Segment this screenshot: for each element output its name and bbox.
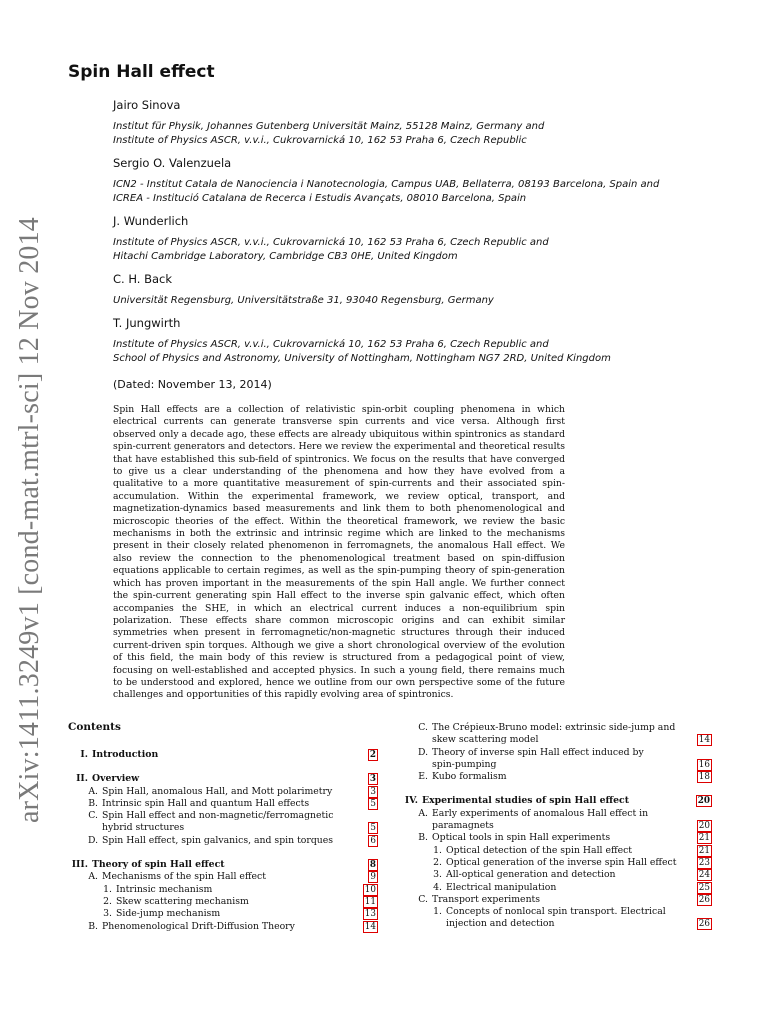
toc-page-number: 13 [364, 909, 376, 920]
toc-entry-title: Side-jump mechanism [116, 908, 221, 920]
toc-entry[interactable] [68, 859, 378, 871]
arxiv-stamp [10, 217, 50, 823]
toc-page-link[interactable] [697, 882, 712, 894]
toc-page-number: 5 [370, 798, 376, 809]
toc-entry[interactable] [398, 869, 712, 881]
toc-gap [68, 761, 378, 773]
abstract: Spin Hall effects are a collection of relativistic spin-orbit coupling phenomena in which electrical currents can generate transverse spin currents and vice versa. Although first observed only a decade ago, these effects are already ubiquitous within spintronics as standard spin-current generators and detectors. Here we review the experimental and theoretical results that have established this sub-field of spintronics. We focus on the results that have converged to give us a clear understanding of the phenomena and how they have evolved from a qualitative to a more quantitative measurement of spin-currents and their associated spin-accumulation. Within the experimental framework, we review optical, transport, and magnetization-dynamics based measurements and link them to both phenomenological and microscopic theories of the effect. Within the theoretical framework, we review the basic mechanisms in both the extrinsic and intrinsic regime which are linked to the mechanisms present in their closely related phenomenon in ferromagnets, the anomalous Hall effect. We also review the connection to the phenomenological treatment based on spin-diffusion equations applicable to certain regimes, as well as the spin-pumping theory of spin-generation which has proven important in the measurements of the spin Hall angle. We further connect the spin-current generating spin Hall effect to the inverse spin galvanic effect, which often accompanies the SHE, in which an electrical current induces a non-equilibrium spin polarization. These effects share common microscopic origins and can exhibit similar symmetries when present in ferromagnetic/non-magnetic structures through their induced current-driven spin torques. Although we give a short chronological overview of the evolution of this field, the main body of this review is structured from a pedagogical point of view, focusing on well-established and accepted physics. In such a young field, there remains much to be understood and explored, hence we outline from our own perspective some of the future challenges and opportunities of this rapidly evolving area of spintronics. [113, 404, 565, 701]
toc-page-link[interactable] [697, 869, 712, 881]
toc-entry-title: Early experiments of anomalous Hall effect in [432, 807, 649, 819]
toc-entry[interactable] [68, 884, 378, 896]
toc-entry-title: Theory of inverse spin Hall effect induced by [432, 746, 644, 758]
toc-entry-number: III. [71, 859, 88, 871]
toc-page-link[interactable] [697, 918, 712, 930]
toc-page-link[interactable] [697, 857, 712, 869]
toc-entry[interactable] [398, 771, 712, 783]
toc-entry-number: D. [418, 746, 429, 758]
toc-entry[interactable] [68, 896, 378, 908]
toc-entry-number: 1. [103, 883, 112, 895]
toc-entry-title: hybrid structures [102, 822, 185, 834]
toc-entry-number: A. [88, 871, 98, 883]
toc-entry-title: Optical generation of the inverse spin Hall effect [446, 856, 677, 868]
toc-entry[interactable] [68, 798, 378, 810]
toc-entry-title: Intrinsic mechanism [116, 883, 213, 895]
toc-entry-title: Optical detection of the spin Hall effect [446, 844, 633, 856]
toc-entry[interactable] [68, 786, 378, 798]
toc-page-number: 20 [697, 796, 710, 807]
toc-entry[interactable] [68, 773, 378, 785]
toc-entry-title: Phenomenological Drift-Diffusion Theory [102, 920, 295, 932]
author-name: C. H. Back [113, 272, 173, 286]
toc-entry-title: Introduction [92, 749, 159, 760]
toc-page-link[interactable] [697, 759, 712, 771]
toc-entry[interactable] [398, 795, 712, 807]
toc-page-link[interactable] [368, 773, 378, 785]
toc-entry-number: 1. [433, 906, 442, 918]
toc-page-link[interactable] [363, 921, 378, 933]
toc-gap [398, 783, 712, 795]
toc-page-link[interactable] [363, 908, 378, 920]
toc-entry-title: Skew scattering mechanism [116, 895, 249, 907]
toc-page-number: 20 [698, 821, 710, 832]
toc-entry-number: A. [88, 785, 98, 797]
toc-entry[interactable] [68, 921, 378, 933]
toc-entry[interactable] [68, 810, 378, 835]
toc-entry-number: D. [88, 834, 99, 846]
toc-entry-title: Transport experiments [432, 893, 541, 905]
author-affiliation: Universität Regensburg, Universitätstraße 31, 93040 Regensburg, Germany [113, 295, 494, 306]
toc-entry-number: B. [88, 797, 98, 809]
author-affiliation: Institut für Physik, Johannes Gutenberg Universität Mainz, 55128 Mainz, Germany and [113, 121, 545, 132]
author-affiliation: ICN2 - Institut Catala de Nanociencia i Nanotecnologia, Campus UAB, Bellaterra, 08193 Barcelona, Spain and [113, 179, 660, 190]
toc-page-link[interactable] [697, 771, 712, 783]
toc-page-number: 3 [370, 786, 376, 797]
toc-entry-number: C. [88, 810, 98, 822]
author-name: Jairo Sinova [113, 98, 181, 112]
toc-page-link[interactable] [697, 832, 712, 844]
toc-entry-number: E. [418, 771, 428, 783]
toc-page-number: 2 [369, 750, 376, 760]
toc-entry[interactable] [398, 845, 712, 857]
toc-entry-title: Concepts of nonlocal spin transport. Electrical [446, 906, 666, 918]
toc-page-number: 21 [698, 845, 710, 856]
author-affiliation: Institute of Physics ASCR, v.v.i., Cukrovarnická 10, 162 53 Praha 6, Czech Republic and [113, 339, 549, 350]
toc-entry-title: paramagnets [432, 820, 494, 832]
toc-page-link[interactable] [696, 795, 712, 807]
toc-entry-number: IV. [404, 795, 418, 807]
dated-line: (Dated: November 13, 2014) [113, 378, 272, 391]
toc-page-number: 14 [364, 921, 376, 932]
toc-page-link[interactable] [368, 786, 378, 798]
toc-page-number: 26 [698, 919, 710, 930]
toc-page-number: 5 [370, 823, 376, 834]
toc-entry-title: Optical tools in spin Hall experiments [432, 832, 611, 844]
toc-entry[interactable] [398, 906, 712, 931]
toc-page-number: 9 [370, 872, 376, 883]
toc-entry-number: 3. [103, 908, 112, 920]
toc-entry[interactable] [68, 908, 378, 920]
toc-page-link[interactable] [697, 820, 712, 832]
toc-entry-title: Kubo formalism [432, 771, 507, 783]
toc-column-left [68, 749, 378, 933]
toc-page-link[interactable] [368, 871, 378, 883]
toc-entry-number: II. [76, 773, 88, 785]
toc-entry[interactable] [398, 857, 712, 869]
toc-page-link[interactable] [368, 835, 378, 847]
toc-entry-number: 2. [433, 856, 442, 868]
toc-page-number: 6 [370, 835, 376, 846]
toc-entry[interactable] [68, 835, 378, 847]
toc-entry-number: 3. [433, 869, 442, 881]
toc-entry-title: Spin Hall effect and non-magnetic/ferromagnetic [102, 810, 334, 822]
toc-entry-title: The Crépieux-Bruno model: extrinsic side-jump and [432, 722, 676, 733]
toc-page-link[interactable] [363, 884, 378, 896]
toc-page-link[interactable] [697, 894, 712, 906]
toc-page-number: 10 [364, 884, 376, 895]
toc-entry[interactable] [398, 894, 712, 906]
toc-page-number: 26 [698, 894, 710, 905]
arxiv-identifier: arXiv:1411.3249v1 [cond-mat.mtrl-sci] 12 Nov 2014 [14, 217, 45, 823]
toc-entry-title: Spin Hall effect, spin galvanics, and spin torques [102, 834, 334, 846]
toc-page-number: 8 [369, 860, 376, 871]
author-affiliation: Institute of Physics ASCR, v.v.i., Cukrovarnická 10, 162 53 Praha 6, Czech Republic [113, 135, 527, 146]
author-affiliation: Institute of Physics ASCR, v.v.i., Cukrovarnická 10, 162 53 Praha 6, Czech Republic and [113, 237, 549, 248]
toc-page-link[interactable] [368, 798, 378, 810]
toc-page-number: 24 [698, 870, 710, 881]
toc-entry-title: Experimental studies of spin Hall effect [422, 795, 630, 807]
toc-page-number: 3 [369, 774, 376, 785]
paper-title: Spin Hall effect [68, 62, 215, 82]
toc-entry-number: A. [418, 807, 428, 819]
toc-entry-title: Theory of spin Hall effect [92, 859, 225, 871]
toc-entry-number: 1. [433, 844, 442, 856]
toc-page-number: 14 [698, 735, 710, 746]
toc-entry[interactable] [398, 722, 712, 747]
toc-entry[interactable] [68, 871, 378, 883]
author-affiliation: School of Physics and Astronomy, University of Nottingham, Nottingham NG7 2RD, United Kingdom [113, 353, 611, 364]
author-name: Sergio O. Valenzuela [113, 156, 232, 170]
author-name: J. Wunderlich [113, 214, 189, 228]
toc-page-link[interactable] [697, 734, 712, 746]
toc-entry-number: B. [88, 920, 98, 932]
toc-page-link[interactable] [368, 859, 378, 871]
toc-gap [68, 847, 378, 859]
toc-entry-number: 2. [103, 895, 112, 907]
toc-entry-number: C. [418, 722, 428, 733]
toc-entry[interactable] [398, 747, 712, 772]
toc-page-number: 16 [698, 759, 710, 770]
toc-entry-title: All-optical generation and detection [446, 869, 616, 881]
toc-entry-title: injection and detection [446, 918, 555, 930]
toc-entry[interactable] [68, 749, 378, 761]
toc-entry-number: C. [418, 893, 428, 905]
toc-page-number: 23 [698, 857, 710, 868]
toc-page-number: 18 [698, 772, 710, 783]
author-affiliation: Hitachi Cambridge Laboratory, Cambridge CB3 0HE, United Kingdom [113, 251, 458, 262]
toc-entry-number: 4. [433, 881, 442, 893]
toc-column-right [398, 722, 712, 931]
author-affiliation: ICREA - Institució Catalana de Recerca i Estudis Avançats, 08010 Barcelona, Spain [113, 193, 527, 204]
contents-heading: Contents [68, 721, 121, 733]
toc-entry-title: spin-pumping [432, 758, 497, 770]
toc-entry-title: skew scattering model [432, 734, 539, 746]
toc-entry-title: Intrinsic spin Hall and quantum Hall effects [102, 797, 310, 809]
toc-page-link[interactable] [368, 822, 378, 834]
toc-entry-title: Spin Hall, anomalous Hall, and Mott polarimetry [102, 785, 333, 797]
toc-entry[interactable] [398, 808, 712, 833]
toc-page-link[interactable] [363, 896, 378, 908]
toc-entry-number: I. [80, 749, 88, 760]
toc-entry[interactable] [398, 882, 712, 894]
toc-entry-title: Mechanisms of the spin Hall effect [102, 871, 266, 883]
toc-page-number: 21 [698, 833, 710, 844]
toc-page-number: 25 [698, 882, 710, 893]
toc-page-number: 11 [364, 896, 376, 907]
toc-entry-number: B. [418, 832, 428, 844]
toc-page-link[interactable] [368, 749, 378, 761]
toc-entry-title: Overview [92, 773, 140, 785]
toc-entry-title: Electrical manipulation [446, 881, 557, 893]
author-name: T. Jungwirth [113, 316, 181, 330]
toc-page-link[interactable] [697, 845, 712, 857]
toc-entry[interactable] [398, 832, 712, 844]
